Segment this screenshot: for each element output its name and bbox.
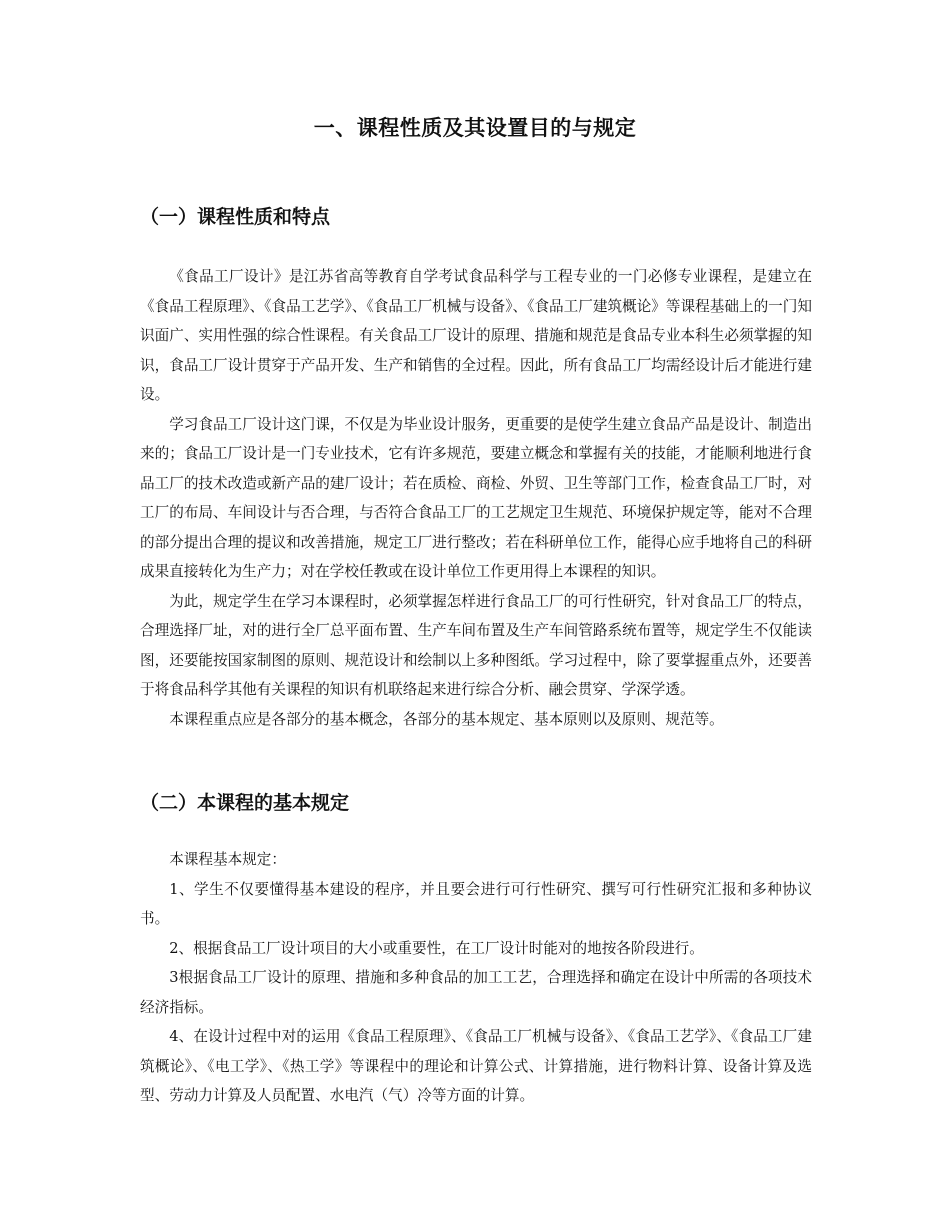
paragraph: 《食品工厂设计》是江苏省高等教育自学考试食品科学与工程专业的一门必修专业课程，是建立在《食品工程原理》、《食品工艺学》、《食品工厂机械与设备》、《食品工厂建筑概论》等课程基础上的一门知识面广、实用性强的综合性课程。有关食品工厂设计的原理、措施和规范是食品专业本科生必须掌握的知识，食品工厂设计贯穿于产品开发、生产和销售的全过程。因此，所有食品工厂均需经设计后才能进行建设。 [140, 268, 812, 403]
list-item: 3根据食品工厂设计的原理、措施和多种食品的加工工艺，合理选择和确定在设计中所需的各项技术经济指标。 [140, 969, 812, 1016]
paragraph: 本课程重点应是各部分的基本概念，各部分的基本规定、基本原则以及原则、规范等。 [169, 710, 724, 728]
page-title: 一、课程性质及其设置目的与规定 [313, 116, 637, 140]
section-heading-course-nature: （一）课程性质和特点 [140, 206, 331, 228]
section-body-basic-requirements [140, 845, 812, 1111]
list-item: 1、学生不仅要懂得基本建设的程序，并且要会进行可行性研究、撰写可行性研究汇报和多种协议书。 [140, 880, 812, 927]
section-heading-basic-requirements: （二）本课程的基本规定 [140, 792, 350, 814]
list-item: 2、根据食品工厂设计项目的大小或重要性，在工厂设计时能对的地按各阶段进行。 [169, 939, 704, 957]
section-body-course-nature [140, 262, 812, 734]
paragraph: 为此，规定学生在学习本课程时，必须掌握怎样进行食品工厂的可行性研究，针对食品工厂的特点，合理选择厂址，对的进行全厂总平面布置、生产车间布置及生产车间管路系统布置等，规定学生不仅能读图，还要能按国家制图的原则、规范设计和绘制以上多种图纸。学习过程中，除了要掌握重点外，还要善于将食品科学其他有关课程的知识有机联络起来进行综合分析、融会贯穿、学深学透。 [140, 592, 812, 698]
list-item: 4、在设计过程中对的运用《食品工程原理》、《食品工厂机械与设备》、《食品工艺学》、《食品工厂建筑概论》、《电工学》、《热工学》等课程中的理论和计算公式、计算措施，进行物料计算、设备计算及选型、劳动力计算及人员配置、水电汽（气）冷等方面的计算。 [140, 1028, 812, 1104]
paragraph: 学习食品工厂设计这门课，不仅是为毕业设计服务，更重要的是使学生建立食品产品是设计、制造出来的；食品工厂设计是一门专业技术，它有许多规范，要建立概念和掌握有关的技能，才能顺利地进行食品工厂的技术改造或新产品的建厂设计；若在质检、商检、外贸、卫生等部门工作，检查食品工厂时，对工厂的布局、车间设计与否合理，与否符合食品工厂的工艺规定卫生规范、环境保护规定等，能对不合理的部分提出合理的提议和改善措施，规定工厂进行整改；若在科研单位工作，能得心应手地将自己的科研成果直接转化为生产力；对在学校任教或在设计单位工作更用得上本课程的知识。 [140, 415, 812, 580]
paragraph: 本课程基本规定： [169, 851, 286, 868]
